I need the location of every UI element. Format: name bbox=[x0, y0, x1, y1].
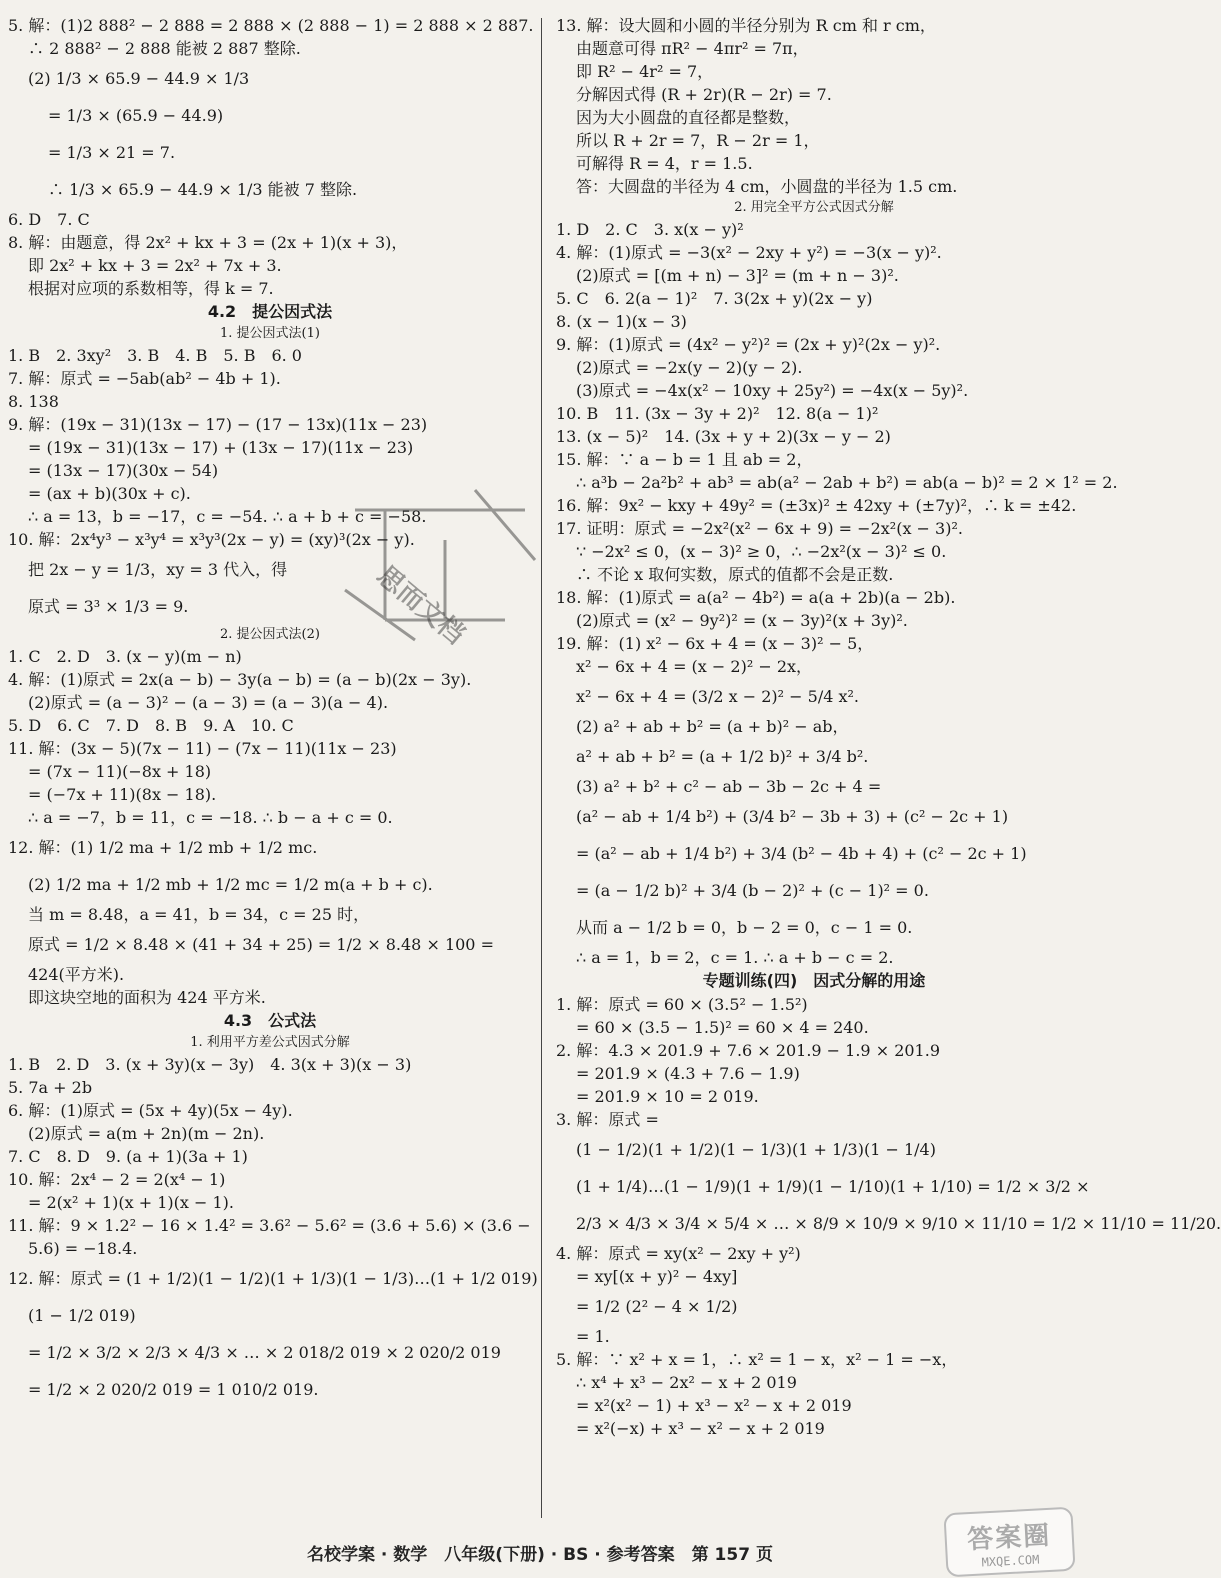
answer-line: = 2(x² + 1)(x + 1)(x − 1). bbox=[28, 1193, 234, 1212]
answer-line: = x²(−x) + x³ − x² − x + 2 019 bbox=[576, 1419, 825, 1438]
answer-line: 把 2x − y = 1/3，xy = 3 代入，得 bbox=[28, 560, 288, 579]
answer-line: 8. (x − 1)(x − 3) bbox=[556, 312, 687, 331]
answer-line: 原式 = 1/2 × 8.48 × (41 + 34 + 25) = 1/2 × 8.48 × 100 = bbox=[28, 935, 494, 954]
answer-line: 根据对应项的系数相等，得 k = 7. bbox=[28, 279, 274, 298]
section-heading: 4.2 提公因式法 bbox=[207, 302, 333, 321]
answer-line: 1. 解：原式 = 60 × (3.5² − 1.5²) bbox=[556, 995, 808, 1014]
answer-line: = 1/3 × 21 = 7. bbox=[48, 143, 176, 162]
answer-line: 17. 证明：原式 = −2x²(x² − 6x + 9) = −2x²(x − 3)². bbox=[556, 519, 963, 538]
subsection-heading: 2. 提公因式法(2) bbox=[220, 627, 320, 642]
answer-line: x² − 6x + 4 = (3/2 x − 2)² − 5/4 x². bbox=[576, 687, 860, 706]
answer-line: (2) 1/3 × 65.9 − 44.9 × 1/3 bbox=[28, 69, 250, 88]
answer-line: = (a² − ab + 1/4 b²) + 3/4 (b² − 4b + 4) + (c² − 2c + 1) bbox=[576, 844, 1027, 863]
subsection-heading: 1. 提公因式法(1) bbox=[220, 326, 320, 341]
page-footer: 名校学案 · 数学 八年级(下册) · BS · 参考答案 第 157 页 bbox=[307, 1545, 773, 1565]
answer-line: 12. 解：(1) 1/2 ma + 1/2 mb + 1/2 mc. bbox=[8, 838, 318, 857]
answer-line: ∴ a³b − 2a²b² + ab³ = ab(a² − 2ab + b²) = ab(a − b)² = 2 × 1² = 2. bbox=[576, 473, 1118, 492]
answer-line: ∵ −2x² ≤ 0，(x − 3)² ≥ 0，∴ −2x²(x − 3)² ≤ 0. bbox=[576, 542, 947, 561]
answer-line: = xy[(x + y)² − 4xy] bbox=[576, 1267, 738, 1286]
answer-line: 5. 解：(1)2 888² − 2 888 = 2 888 × (2 888 − 1) = 2 888 × 2 887. bbox=[8, 16, 534, 35]
answer-line: 3. 解：原式 = bbox=[556, 1110, 659, 1129]
answer-line: ∴ 1/3 × 65.9 − 44.9 × 1/3 能被 7 整除. bbox=[48, 180, 358, 199]
answer-line: 1. B 2. D 3. (x + 3y)(x − 3y) 4. 3(x + 3)(x − 3) bbox=[8, 1055, 412, 1074]
answer-line: (2)原式 = [(m + n) − 3]² = (m + n − 3)². bbox=[576, 266, 899, 285]
answer-line: = 1/2 (2² − 4 × 1/2) bbox=[576, 1297, 738, 1316]
answer-line: (3)原式 = −4x(x² − 10xy + 25y²) = −4x(x − 5y)². bbox=[576, 381, 969, 400]
stamp-text: 思而文档 bbox=[370, 560, 470, 651]
answer-line: 2/3 × 4/3 × 3/4 × 5/4 × … × 8/9 × 10/9 × 9/10 × 11/10 = 1/2 × 11/10 = 11/20. bbox=[576, 1214, 1221, 1233]
answer-line: 16. 解：9x² − kxy + 49y² = (±3x)² ± 42xy + (±7y)²，∴ k = ±42. bbox=[556, 496, 1077, 515]
answer-line: 4. 解：(1)原式 = 2x(a − b) − 3y(a − b) = (a − b)(2x − 3y). bbox=[8, 670, 472, 689]
answer-line: 424(平方米). bbox=[28, 965, 125, 984]
answer-line: (3) a² + b² + c² − ab − 3b − 2c + 4 = bbox=[576, 777, 882, 796]
answer-line: 5. 7a + 2b bbox=[8, 1078, 93, 1097]
answer-line: (a² − ab + 1/4 b²) + (3/4 b² − 3b + 3) + (c² − 2c + 1) bbox=[576, 807, 1009, 826]
answer-line: 1. D 2. C 3. x(x − y)² bbox=[556, 220, 744, 239]
answer-line: = 60 × (3.5 − 1.5)² = 60 × 4 = 240. bbox=[576, 1018, 869, 1037]
answer-line: 从而 a − 1/2 b = 0，b − 2 = 0，c − 1 = 0. bbox=[576, 918, 913, 937]
answer-line: = 1/3 × (65.9 − 44.9) bbox=[48, 106, 224, 125]
section-heading: 4.3 公式法 bbox=[223, 1011, 317, 1030]
answer-line: = (7x − 11)(−8x + 18) bbox=[28, 762, 212, 781]
subsection-heading: 1. 利用平方差公式因式分解 bbox=[190, 1035, 350, 1050]
answer-line: = (ax + b)(30x + c). bbox=[28, 484, 191, 503]
answer-line: 5. C 6. 2(a − 1)² 7. 3(2x + y)(2x − y) bbox=[556, 289, 873, 308]
answer-line: ∴ 不论 x 取何实数，原式的值都不会是正数. bbox=[576, 565, 894, 584]
answer-line: 原式 = 3³ × 1/3 = 9. bbox=[28, 597, 189, 616]
answer-line: 2. 解：4.3 × 201.9 + 7.6 × 201.9 − 1.9 × 201.9 bbox=[556, 1041, 940, 1060]
answer-line: 11. 解：9 × 1.2² − 16 × 1.4² = 3.6² − 5.6² = (3.6 + 5.6) × (3.6 − bbox=[8, 1216, 531, 1235]
answer-line: (2)原式 = (x² − 9y²)² = (x − 3y)²(x + 3y)². bbox=[576, 611, 908, 630]
answer-line: 15. 解：∵ a − b = 1 且 ab = 2， bbox=[556, 450, 813, 469]
answer-line: 答：大圆盘的半径为 4 cm，小圆盘的半径为 1.5 cm. bbox=[576, 177, 958, 196]
answer-line: 分解因式得 (R + 2r)(R − 2r) = 7. bbox=[576, 85, 832, 104]
section-heading: 专题训练(四) 因式分解的用途 bbox=[702, 971, 926, 990]
answer-line: 12. 解：原式 = (1 + 1/2)(1 − 1/2)(1 + 1/3)(1 − 1/3)…(1 + 1/2 019) bbox=[8, 1269, 538, 1288]
answer-line: = (19x − 31)(13x − 17) + (13x − 17)(11x − 23) bbox=[28, 438, 414, 457]
answer-line: 19. 解：(1) x² − 6x + 4 = (x − 3)² − 5， bbox=[556, 634, 874, 653]
answer-line: 8. 解：由题意，得 2x² + kx + 3 = (2x + 1)(x + 3)， bbox=[8, 233, 408, 252]
answer-line: 由题意可得 πR² − 4πr² = 7π， bbox=[576, 39, 809, 58]
answer-line: 10. B 11. (3x − 3y + 2)² 12. 8(a − 1)² bbox=[556, 404, 879, 423]
answer-line: 7. C 8. D 9. (a + 1)(3a + 1) bbox=[8, 1147, 248, 1166]
answer-line: 所以 R + 2r = 7，R − 2r = 1， bbox=[576, 131, 820, 150]
answer-line: 5. D 6. C 7. D 8. B 9. A 10. C bbox=[8, 716, 294, 735]
right-column bbox=[556, 14, 1221, 1440]
answer-line: 当 m = 8.48，a = 41，b = 34，c = 25 时， bbox=[28, 905, 370, 924]
left-column bbox=[8, 14, 538, 1408]
answer-line: x² − 6x + 4 = (x − 2)² − 2x， bbox=[576, 657, 813, 676]
answer-line: = (−7x + 11)(8x − 18). bbox=[28, 785, 217, 804]
answer-line: ∴ a = 13，b = −17，c = −54. ∴ a + b + c = −58. bbox=[28, 507, 427, 526]
answer-line: 13. 解：设大圆和小圆的半径分别为 R cm 和 r cm， bbox=[556, 16, 936, 35]
answer-line: (2)原式 = (a − 3)² − (a − 3) = (a − 3)(a − 4). bbox=[28, 693, 389, 712]
answer-line: (1 + 1/4)…(1 − 1/9)(1 + 1/9)(1 − 1/10)(1 + 1/10) = 1/2 × 3/2 × bbox=[576, 1177, 1090, 1196]
answer-line: 5. 解：∵ x² + x = 1，∴ x² = 1 − x，x² − 1 = −x， bbox=[556, 1350, 958, 1369]
answer-line: = (a − 1/2 b)² + 3/4 (b − 2)² + (c − 1)² = 0. bbox=[576, 881, 929, 900]
answer-line: ∴ a = −7，b = 11，c = −18. ∴ b − a + c = 0. bbox=[28, 808, 393, 827]
answer-line: = 201.9 × (4.3 + 7.6 − 1.9) bbox=[576, 1064, 800, 1083]
answer-line: 因为大小圆盘的直径都是整数， bbox=[576, 108, 801, 127]
answer-line: 7. 解：原式 = −5ab(ab² − 4b + 1). bbox=[8, 369, 281, 388]
subsection-heading: 2. 用完全平方公式因式分解 bbox=[734, 200, 894, 215]
watermark-logo: 答案圈 bbox=[966, 1520, 1052, 1555]
answer-line: (1 − 1/2 019) bbox=[28, 1306, 136, 1325]
site-watermark bbox=[943, 1507, 1075, 1578]
answer-line: 4. 解：原式 = xy(x² − 2xy + y²) bbox=[556, 1244, 801, 1263]
answer-line: (2)原式 = a(m + 2n)(m − 2n). bbox=[28, 1124, 265, 1143]
answer-line: 10. 解：2x⁴ − 2 = 2(x⁴ − 1) bbox=[8, 1170, 226, 1189]
answer-line: 即 R² − 4r² = 7， bbox=[576, 62, 714, 81]
answer-line: 11. 解：(3x − 5)(7x − 11) − (7x − 11)(11x − 23) bbox=[8, 739, 397, 758]
answer-line: 13. (x − 5)² 14. (3x + y + 2)(3x − y − 2) bbox=[556, 427, 891, 446]
answer-line: ∴ a = 1，b = 2，c = 1. ∴ a + b − c = 2. bbox=[576, 948, 894, 967]
answer-line: = x²(x² − 1) + x³ − x² − x + 2 019 bbox=[576, 1396, 852, 1415]
answer-line: (1 − 1/2)(1 + 1/2)(1 − 1/3)(1 + 1/3)(1 − 1/4) bbox=[576, 1140, 936, 1159]
column-divider bbox=[541, 18, 542, 1518]
answer-line: = 201.9 × 10 = 2 019. bbox=[576, 1087, 759, 1106]
answer-line: 可解得 R = 4，r = 1.5. bbox=[576, 154, 753, 173]
answer-line: (2) 1/2 ma + 1/2 mb + 1/2 mc = 1/2 m(a + b + c). bbox=[28, 875, 433, 894]
answer-line: 9. 解：(19x − 31)(13x − 17) − (17 − 13x)(11x − 23) bbox=[8, 415, 428, 434]
answer-line: = 1. bbox=[576, 1327, 610, 1346]
answer-line: 1. B 2. 3xy² 3. B 4. B 5. B 6. 0 bbox=[8, 346, 302, 365]
answer-line: (2) a² + ab + b² = (a + b)² − ab， bbox=[576, 717, 849, 736]
answer-line: ∴ 2 888² − 2 888 能被 2 887 整除. bbox=[28, 39, 301, 58]
answer-line: a² + ab + b² = (a + 1/2 b)² + 3/4 b². bbox=[576, 747, 869, 766]
answer-line: (2)原式 = −2x(y − 2)(y − 2). bbox=[576, 358, 803, 377]
answer-line: 8. 138 bbox=[8, 392, 59, 411]
answer-line: 9. 解：(1)原式 = (4x² − y²)² = (2x + y)²(2x − y)². bbox=[556, 335, 941, 354]
answer-line: ∴ x⁴ + x³ − 2x² − x + 2 019 bbox=[576, 1373, 797, 1392]
answer-line: = 1/2 × 2 020/2 019 = 1 010/2 019. bbox=[28, 1380, 319, 1399]
answer-line: = 1/2 × 3/2 × 2/3 × 4/3 × … × 2 018/2 019 × 2 020/2 019 bbox=[28, 1343, 501, 1362]
answer-line: 6. D 7. C bbox=[8, 210, 90, 229]
watermark-url: MXQE.COM bbox=[981, 1551, 1040, 1569]
answer-line: 6. 解：(1)原式 = (5x + 4y)(5x − 4y). bbox=[8, 1101, 293, 1120]
answer-line: 10. 解：2x⁴y³ − x³y⁴ = x³y³(2x − y) = (xy)³(2x − y). bbox=[8, 530, 415, 549]
answer-line: 1. C 2. D 3. (x − y)(m − n) bbox=[8, 647, 242, 666]
answer-line: 18. 解：(1)原式 = a(a² − 4b²) = a(a + 2b)(a − 2b). bbox=[556, 588, 956, 607]
answer-line: 5.6) = −18.4. bbox=[28, 1239, 138, 1258]
answer-line: = (13x − 17)(30x − 54) bbox=[28, 461, 219, 480]
answer-line: 4. 解：(1)原式 = −3(x² − 2xy + y²) = −3(x − y)². bbox=[556, 243, 942, 262]
answer-line: 即这块空地的面积为 424 平方米. bbox=[28, 988, 266, 1007]
answer-line: 即 2x² + kx + 3 = 2x² + 7x + 3. bbox=[28, 256, 282, 275]
